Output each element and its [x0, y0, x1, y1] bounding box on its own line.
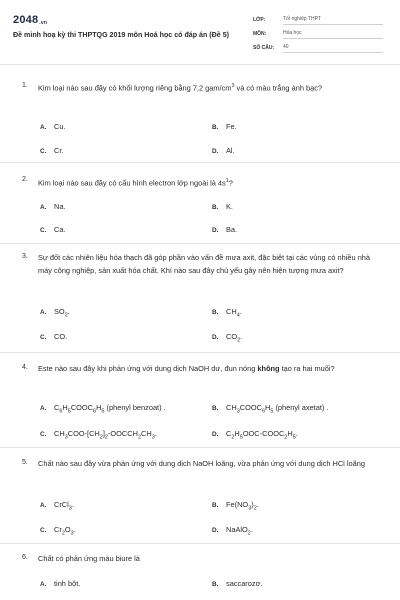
meta-subject-value: Hóa học	[283, 30, 383, 39]
question-text: Chất có phản ứng màu biure là	[38, 554, 140, 563]
option-b[interactable]: B. Fe.	[212, 122, 237, 131]
option-c[interactable]: C. Cr.	[40, 146, 64, 155]
option-b[interactable]: B. saccarozơ.	[212, 579, 263, 588]
option-d[interactable]: D. $C_2H_5OOC-COOC_2H_5$.	[212, 429, 298, 441]
option-b[interactable]: B. $CH_3COOC_6H_5$ (phenyl axetat) .	[212, 403, 329, 415]
option-c[interactable]: C. $CH_3COO-[CH_2]_2-OOCCH_2CH_3$.	[40, 429, 157, 441]
question-number: 5.	[22, 459, 28, 466]
question-text: Este nào sau đây khi phản ứng với dung dịch NaOH dư, đun nóng không tạo ra hai muối?	[38, 364, 335, 373]
meta-count-value: 40	[283, 44, 383, 53]
question-text: Kim loại nào sau đây có cấu hình electron lớp ngoài là $4s^1$?	[38, 178, 233, 188]
meta-class-label: LỚP:	[253, 17, 266, 23]
document-meta	[253, 13, 388, 55]
meta-class-value: Tốt nghiệp THPT	[283, 16, 383, 25]
option-b[interactable]: B. $CH_4$.	[212, 307, 242, 319]
option-a[interactable]: A. tinh bột.	[40, 579, 81, 588]
question-number: 4.	[22, 364, 28, 371]
option-c[interactable]: C. Ca.	[40, 225, 66, 234]
option-d[interactable]: D. Ba.	[212, 225, 238, 234]
document-header	[0, 0, 400, 62]
meta-class-row	[253, 13, 388, 27]
meta-count-row	[253, 41, 388, 55]
option-a[interactable]: A. $C_6H_5COOC_6H_5$ (phenyl benzoat) .	[40, 403, 166, 415]
header-divider	[0, 64, 400, 65]
option-d[interactable]: D. NaAlO$_2$.	[212, 525, 253, 537]
document-title: Đề minh hoạ kỳ thi THPTQG 2019 môn Hoá học có đáp án (Đề 5)	[13, 31, 230, 39]
question-divider	[0, 162, 400, 163]
meta-subject-row	[253, 27, 388, 41]
option-b[interactable]: B. $Fe(NO_3)_2$.	[212, 500, 259, 512]
question-number: 3.	[22, 253, 28, 260]
option-c[interactable]: C. CO.	[40, 332, 68, 341]
meta-subject-label: MÔN:	[253, 31, 267, 37]
question-number: 2.	[22, 176, 28, 183]
site-logo[interactable]: 2048.vn	[13, 14, 48, 26]
question-number: 6.	[22, 554, 28, 561]
option-a[interactable]: A. Na.	[40, 202, 66, 211]
option-a[interactable]: A. Cu.	[40, 122, 66, 131]
option-d[interactable]: D. Al.	[212, 146, 235, 155]
option-d[interactable]: D. $CO_2$.	[212, 332, 243, 344]
question-number: 1.	[22, 82, 28, 89]
option-b[interactable]: B. K.	[212, 202, 233, 211]
question-divider	[0, 352, 400, 353]
question-text: Sự đốt các nhiên liệu hóa thạch đã góp phần vào vấn đề mưa axit, đặc biệt tại các vùng có nhiều nhà máy công nghiệp, sản xuất hóa chất. Khí nào sau đây chủ yếu gây nên hiện tượng mưa axit?	[38, 253, 371, 275]
question-divider	[0, 447, 400, 448]
question-text: Chất nào sau đây vừa phản ứng với dung dịch NaOH loãng, vừa phản ứng với dung dịch HCl loãng	[38, 459, 365, 468]
question-divider	[0, 543, 400, 544]
option-a[interactable]: A. CrCl$_3$.	[40, 500, 74, 512]
question-text: Kim loại nào sau đây có khối lượng riêng bằng 7,2 gam/$cm^3$ và có màu trắng ánh bạc?	[38, 83, 323, 93]
option-c[interactable]: C. $Cr_2O_3$.	[40, 525, 76, 537]
option-a[interactable]: A. $SO_2$.	[40, 307, 70, 319]
question-divider	[0, 243, 400, 244]
meta-count-label: SỐ CÂU:	[253, 45, 275, 51]
